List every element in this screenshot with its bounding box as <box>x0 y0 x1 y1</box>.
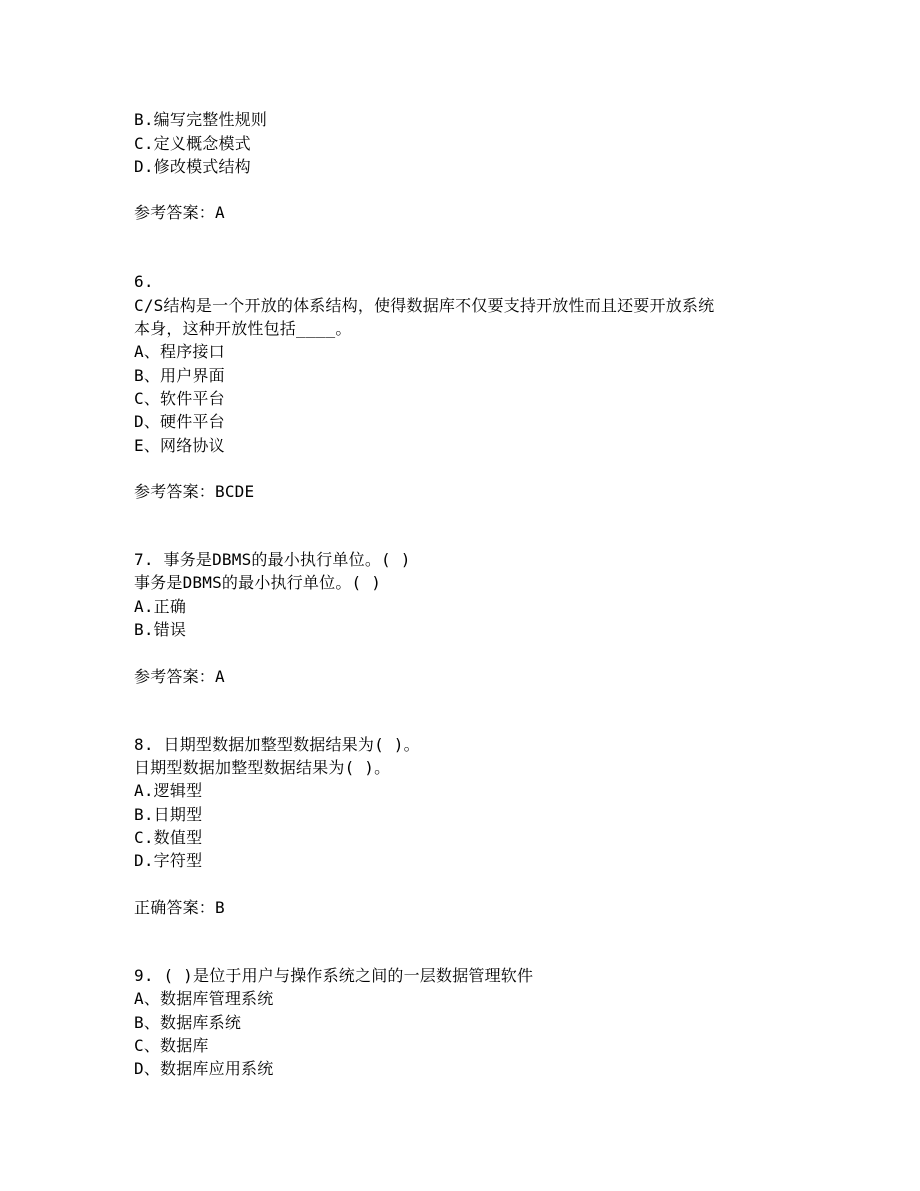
q9-option-b: B、数据库系统 <box>134 1013 242 1032</box>
q7-option-b: B.错误 <box>134 620 187 639</box>
q9-option-d: D、数据库应用系统 <box>134 1059 274 1078</box>
q8-option-a: A.逻辑型 <box>134 781 203 800</box>
q9-title: 9. ( )是位于用户与操作系统之间的一层数据管理软件 <box>134 966 534 985</box>
q5-option-d: D.修改模式结构 <box>134 157 251 176</box>
q6-number: 6. <box>134 272 154 291</box>
q7-option-a: A.正确 <box>134 597 187 616</box>
q6-option-c: C、软件平台 <box>134 389 225 408</box>
q6-option-a: A、程序接口 <box>134 342 225 361</box>
q8-title: 8. 日期型数据加整型数据结果为( )。 <box>134 735 420 754</box>
q6-answer: 参考答案：BCDE <box>134 482 255 501</box>
q7-title: 7. 事务是DBMS的最小执行单位。( ) <box>134 550 411 569</box>
q6-option-d: D、硬件平台 <box>134 412 225 431</box>
q6-option-b: B、用户界面 <box>134 366 225 385</box>
q6-stem-line1: C/S结构是一个开放的体系结构，使得数据库不仅要支持开放性而且还要开放系统 <box>134 296 715 315</box>
q8-option-d: D.字符型 <box>134 851 203 870</box>
q8-answer: 正确答案：B <box>134 898 225 917</box>
q5-option-c: C.定义概念模式 <box>134 134 251 153</box>
q9-option-a: A、数据库管理系统 <box>134 989 274 1008</box>
q8-stem: 日期型数据加整型数据结果为( )。 <box>134 758 391 777</box>
q5-answer: 参考答案：A <box>134 203 225 222</box>
q6-stem-line2: 本身，这种开放性包括____。 <box>134 319 352 338</box>
q8-option-b: B.日期型 <box>134 805 203 824</box>
q9-option-c: C、数据库 <box>134 1036 209 1055</box>
q6-option-e: E、网络协议 <box>134 436 225 455</box>
q8-option-c: C.数值型 <box>134 828 203 847</box>
q7-answer: 参考答案：A <box>134 667 225 686</box>
q5-option-b: B.编写完整性规则 <box>134 110 268 129</box>
q7-stem: 事务是DBMS的最小执行单位。( ) <box>134 573 382 592</box>
